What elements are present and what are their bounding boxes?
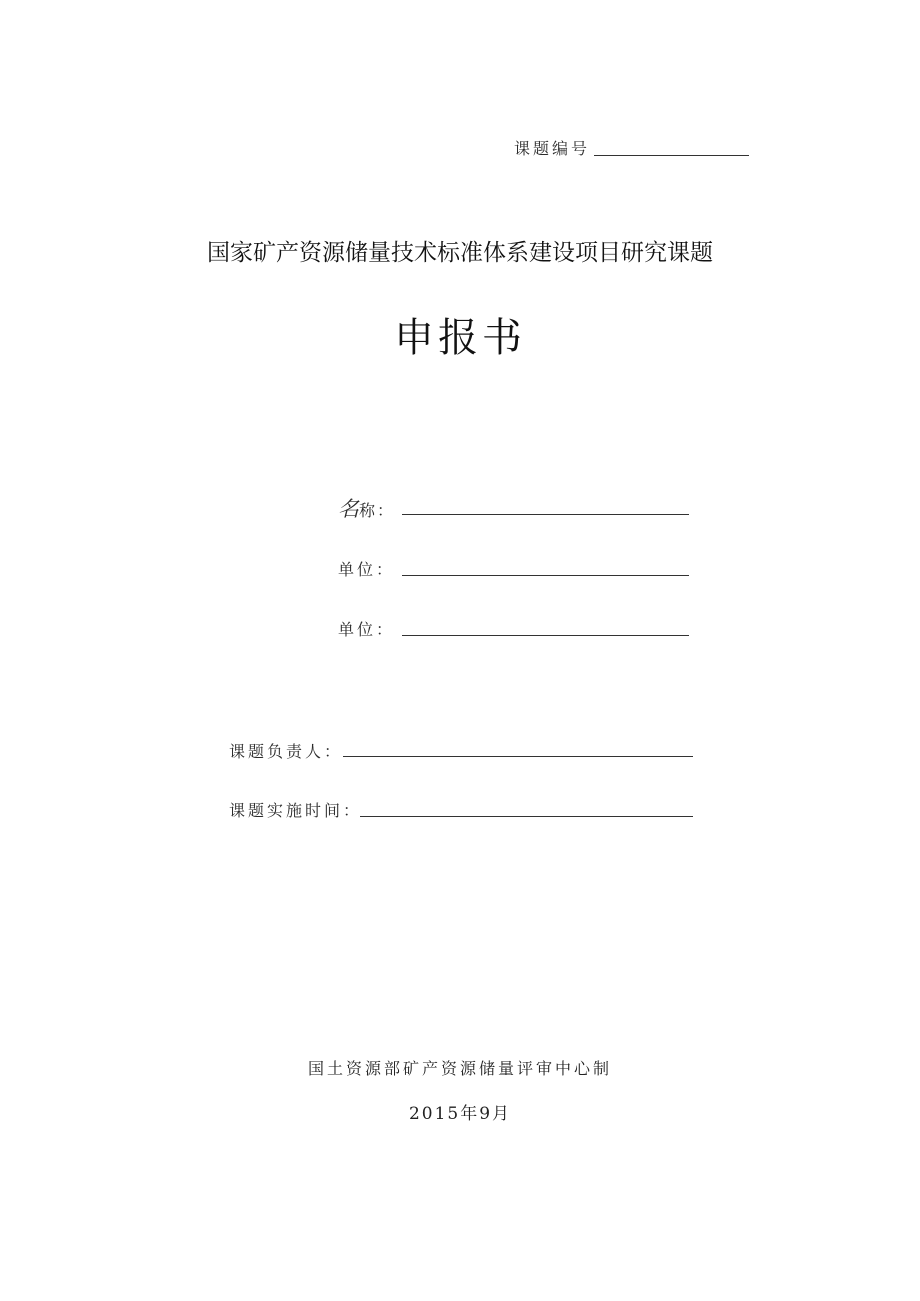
period-label: 课题实施时间： bbox=[229, 801, 363, 820]
period-blank[interactable] bbox=[360, 816, 693, 817]
name-label bbox=[338, 493, 395, 523]
unit-blank-1[interactable] bbox=[402, 575, 689, 576]
unit-blank-2[interactable] bbox=[402, 635, 689, 636]
document-subtitle: 申报书 bbox=[394, 315, 526, 361]
leader-blank[interactable] bbox=[343, 756, 693, 757]
name-blank[interactable] bbox=[402, 514, 689, 515]
name-label-rest: 称： bbox=[359, 501, 396, 520]
issue-date: 2015年9月 bbox=[408, 1104, 512, 1124]
leader-label: 课题负责人： bbox=[229, 742, 344, 761]
project-code-blank[interactable] bbox=[594, 155, 749, 156]
project-code-label: 课题编号 bbox=[514, 139, 591, 158]
unit-label-2: 单位： bbox=[338, 620, 396, 639]
unit-label-1: 单位： bbox=[338, 560, 396, 579]
issuer-text: 国土资源部矿产资源储量评审中心制 bbox=[307, 1059, 612, 1078]
name-label-char: 名 bbox=[338, 497, 359, 521]
document-title: 国家矿产资源储量技术标准体系建设项目研究课题 bbox=[207, 240, 713, 266]
